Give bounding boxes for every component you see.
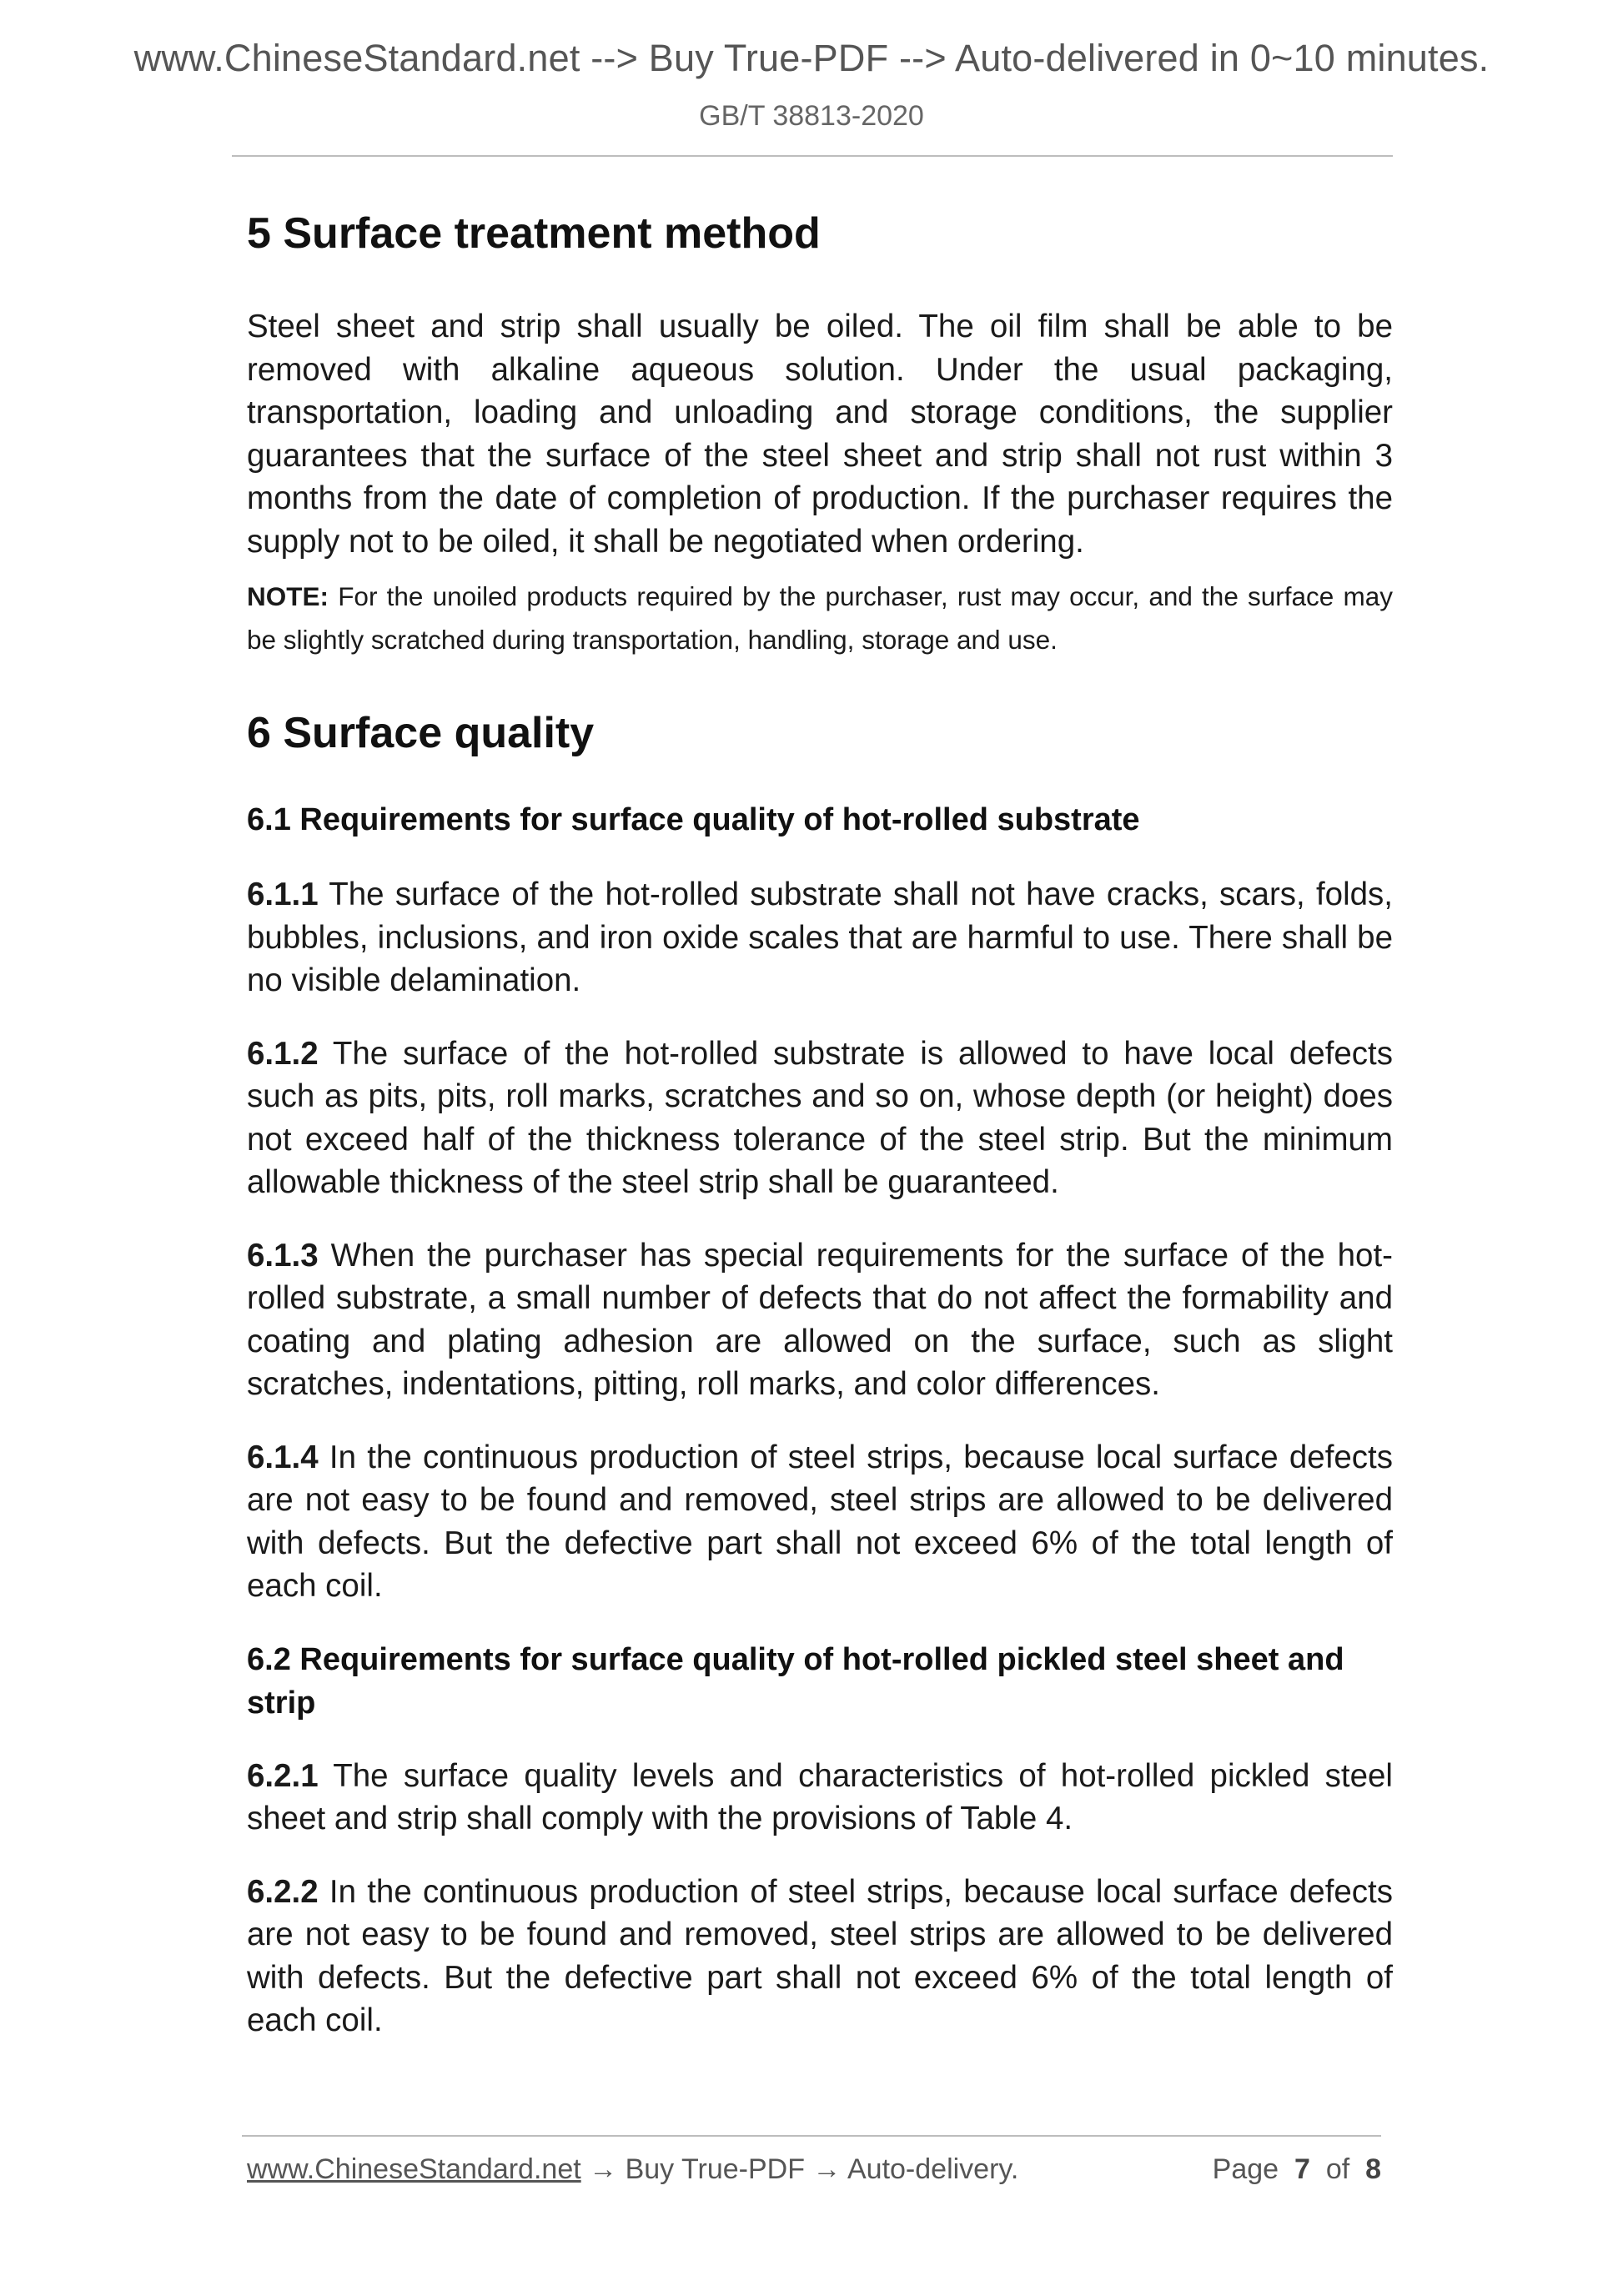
note-label: NOTE: [247, 581, 329, 611]
clause-text: The surface of the hot-rolled substrate shall not have cracks, scars, folds, bubbles, inclusions, and iron oxide scales that are harmful to use. There shall be no visible delamination. [247, 877, 1393, 998]
page-current: 7 [1294, 2153, 1310, 2185]
page-total: 8 [1365, 2153, 1381, 2185]
clause-6-2-1 [247, 1755, 1393, 1841]
clause-number: 6.1.4 [247, 1439, 319, 1475]
clause-text: When the purchaser has special requirements for the surface of the hot-rolled substrate, a small number of defects that do not affect the formability and coating and plating adhesion are allowed on the surface, such as slight scratches, indentations, pitting, roll marks, and color differences. [247, 1237, 1393, 1402]
clause-6-1-1 [247, 873, 1393, 1002]
header-divider [232, 155, 1393, 157]
clause-number: 6.1.3 [247, 1237, 319, 1274]
footer-promo [247, 2153, 1018, 2186]
clause-6-1-2 [247, 1032, 1393, 1204]
footer-site-link[interactable]: www.ChineseStandard.net [247, 2153, 581, 2185]
clause-6-2-2 [247, 1871, 1393, 2042]
standard-code: GB/T 38813-2020 [699, 100, 924, 132]
section-6-title: 6 Surface quality [247, 709, 595, 757]
section-5-paragraph: Steel sheet and strip shall usually be oiled. The oil film shall be able to be removed with alkaline aqueous solution. Under the usual packaging, transportation, loading and unloading and storage conditions, the supplier guarantees that the surface of the steel sheet and strip shall not rust within 3 months from the date of completion of production. If the purchaser requires the supply not to be oiled, it shall be negotiated when ordering. [247, 309, 1393, 560]
clause-text: The surface quality levels and characteristics of hot-rolled pickled steel sheet and strip shall comply with the provisions of Table 4. [247, 1757, 1393, 1836]
clause-text: The surface of the hot-rolled substrate is allowed to have local defects such as pits, pits, roll marks, scratches and so on, whose depth (or height) does not exceed half of the thickness tolerance of the steel strip. But the minimum allowable thickness of the steel strip shall be guaranteed. [247, 1035, 1393, 1200]
note-text: For the unoiled products required by the purchaser, rust may occur, and the surface may be slightly scratched during transportation, handling, storage and use. [247, 581, 1393, 655]
page-footer [247, 2153, 1381, 2186]
section-5-title: 5 Surface treatment method [247, 209, 821, 258]
clause-number: 6.1.1 [247, 877, 319, 912]
footer-divider [242, 2135, 1381, 2137]
page-label: Page [1212, 2153, 1279, 2185]
clause-number: 6.2.1 [247, 1757, 319, 1794]
clause-text: In the continuous production of steel strips, because local surface defects are not easy to be found and removed, steel strips are allowed to be delivered with defects. But the defective part shall not exceed 6% of the total length of each coil. [247, 1439, 1393, 1604]
page-indicator [1213, 2153, 1381, 2186]
subsection-6-1-title: 6.1 Requirements for surface quality of hot-rolled substrate [247, 802, 1140, 837]
clause-text: In the continuous production of steel strips, because local surface defects are not easy to be found and removed, steel strips are allowed to be delivered with defects. But the defective part shall not exceed 6% of the total length of each coil. [247, 1873, 1393, 2038]
subsection-6-2-title: 6.2 Requirements for surface quality of hot-rolled pickled steel sheet and strip [247, 1641, 1344, 1721]
clause-6-1-3 [247, 1234, 1393, 1406]
page-of: of [1325, 2153, 1350, 2185]
top-banner: www.ChineseStandard.net --> Buy True-PDF --> Auto-delivered in 0~10 minutes. [133, 37, 1490, 79]
clause-number: 6.2.2 [247, 1873, 319, 1910]
note [247, 575, 1393, 661]
footer-promo-text: → Buy True-PDF → Auto-delivery. [580, 2153, 1019, 2185]
document-body [247, 200, 1393, 2042]
clause-number: 6.1.2 [247, 1035, 319, 1072]
clause-6-1-4 [247, 1436, 1393, 1608]
